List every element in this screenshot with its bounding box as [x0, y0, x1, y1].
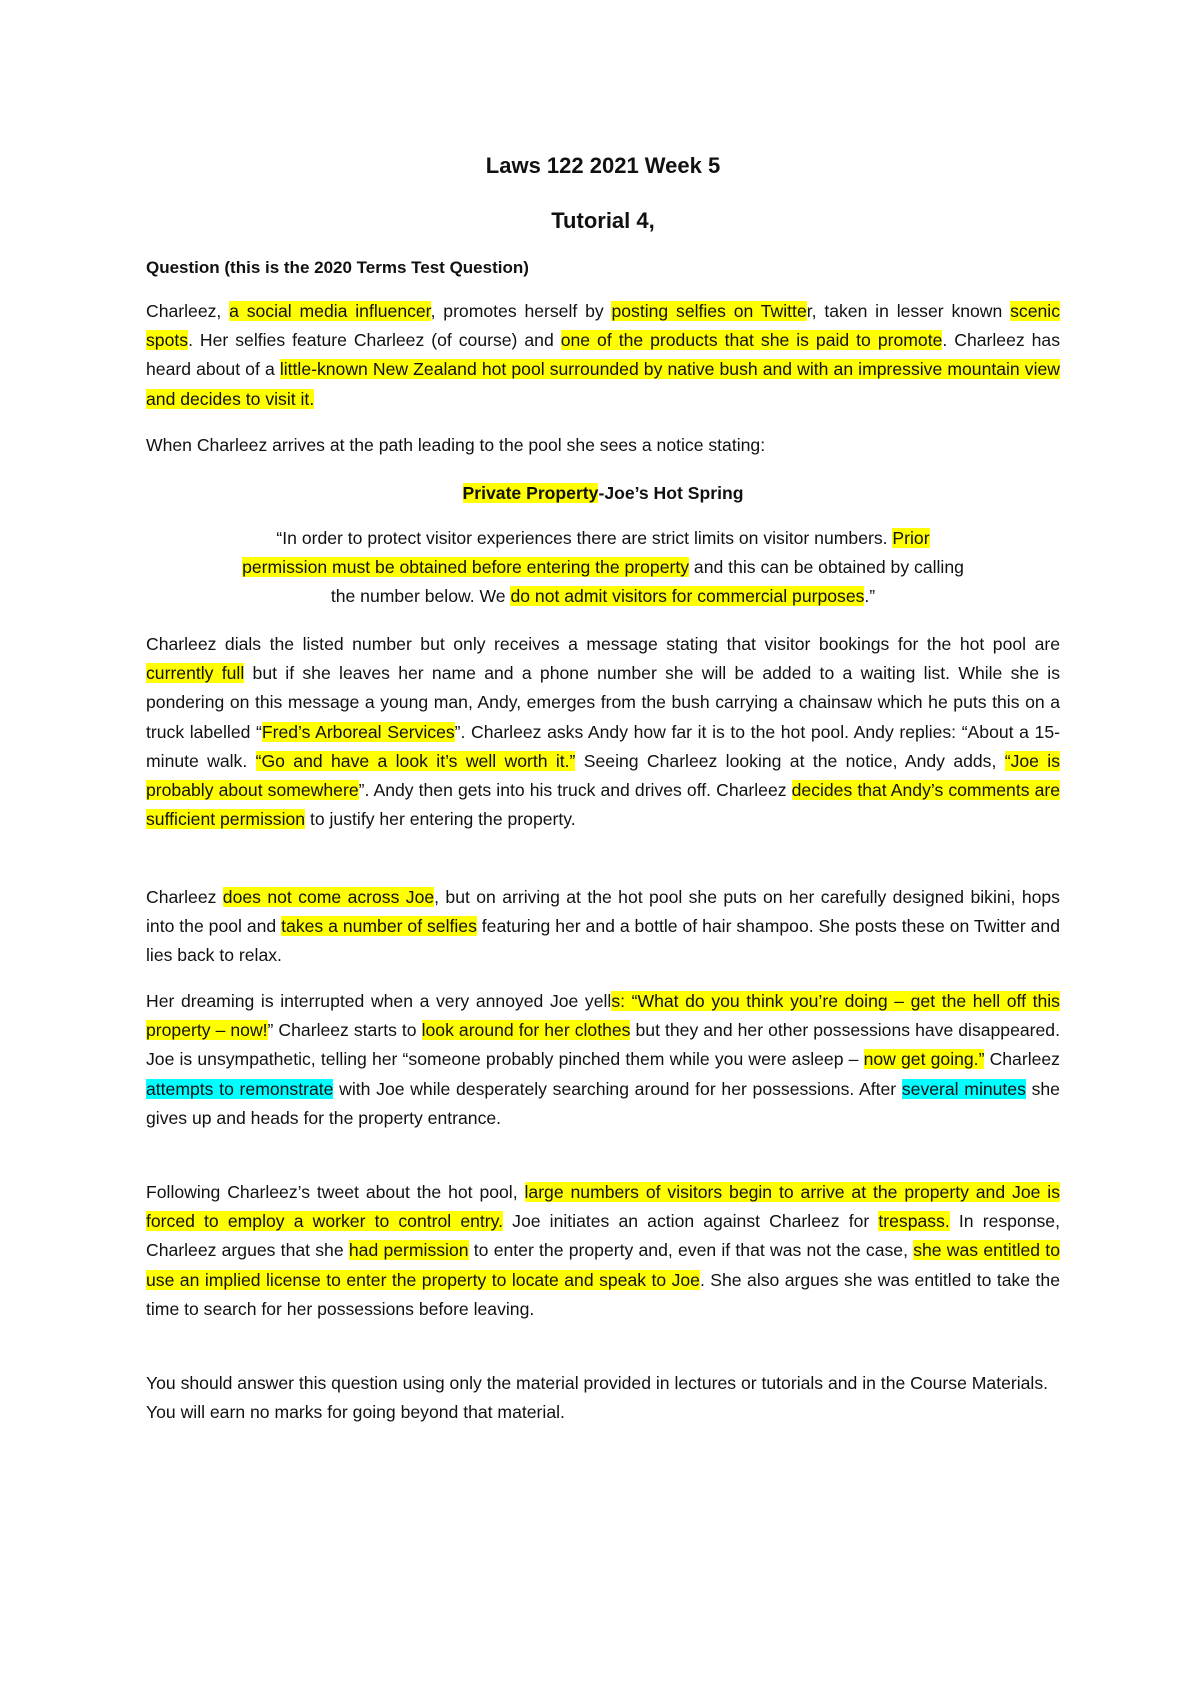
highlighted-text-cyan: attempts to remonstrate — [146, 1078, 334, 1099]
highlighted-text-yellow: one of the products that she is paid to promote — [560, 330, 943, 351]
text-segment: ” Charleez starts to — [267, 1020, 422, 1041]
text-segment: In response, Charleez argues that she — [146, 1211, 1060, 1261]
text-segment: featuring her and a bottle of hair shampoo. She posts these on Twitter and lies back to relax. — [146, 916, 1060, 966]
text-segment: Following Charleez’s tweet about the hot pool, — [146, 1182, 525, 1202]
highlighted-text-yellow: “Go and have a look it’s well worth it.” — [255, 750, 576, 771]
text-segment: she gives up and heads for the property entrance. — [146, 1078, 1060, 1128]
highlighted-text-yellow: Prior permission must be obtained before entering the property — [242, 528, 930, 578]
highlighted-text-yellow: Private Property — [462, 483, 599, 503]
highlighted-text-yellow: look around for her clothes — [421, 1020, 631, 1041]
highlighted-text-yellow: had permission — [348, 1240, 469, 1261]
highlighted-text-yellow: s: “What do you think you’re doing – get the hell off this property – now! — [146, 991, 1060, 1041]
text-segment: . Her selfies feature Charleez (of course) and — [188, 330, 561, 351]
text-segment: Joe initiates an action against Charleez for — [503, 1211, 879, 1232]
text-segment: and this can be obtained by calling the number below. We — [330, 557, 964, 607]
highlighted-text-yellow: takes a number of selfies — [281, 916, 477, 937]
text-segment: to justify her entering the property. — [305, 809, 576, 830]
highlighted-text-yellow: a social media influencer — [229, 301, 431, 321]
highlighted-text-yellow: decides that Andy’s comments are sufficient permission — [146, 780, 1061, 830]
highlighted-text-yellow: do not admit visitors for commercial purposes — [510, 586, 865, 607]
notice-text — [236, 524, 970, 612]
highlighted-text-yellow: large numbers of visitors begin to arrive at the property and Joe is forced to employ a worker to control entry. — [146, 1182, 1060, 1232]
document-subtitle: Tutorial 4, — [551, 208, 655, 233]
document-title: Laws 122 2021 Week 5 — [485, 153, 721, 178]
text-segment: , promotes herself by — [430, 301, 612, 321]
text-segment: Charleez, — [146, 301, 230, 321]
text-segment: ”. Andy then gets into his truck and drives off. Charleez — [358, 780, 792, 801]
text-segment: Charleez dials the listed number but only receives a message stating that visitor bookings for the hot pool are — [146, 634, 1060, 654]
highlighted-text-yellow: currently full — [146, 663, 245, 684]
text-segment: Seeing Charleez looking at the notice, Andy adds, — [575, 750, 1005, 771]
text-segment: with Joe while desperately searching around for her possessions. After — [333, 1078, 902, 1099]
notice-title — [146, 479, 1060, 508]
text-segment: , but on arriving at the hot pool she puts on her carefully designed bikini, hops into the pool and — [146, 887, 1060, 937]
highlighted-text-yellow: little-known New Zealand hot pool surrounded by native bush and with an impressive mountain view and decides to visit it. — [146, 359, 1060, 409]
paragraph-phone-andy — [146, 630, 1060, 834]
highlighted-text-yellow: she was entitled to use an implied license to enter the property to locate and speak to Joe — [146, 1240, 1060, 1290]
text-segment: . She also argues she was entitled to take the time to search for her possessions before leaving. — [146, 1269, 1060, 1319]
text-segment: to enter the property and, even if that was not the case, — [468, 1240, 914, 1261]
highlighted-text-yellow: now get going.” — [863, 1049, 985, 1070]
highlighted-text-cyan: several minutes — [901, 1078, 1026, 1099]
paragraph-selfies — [146, 883, 1060, 971]
text-segment: .” — [864, 586, 876, 607]
paragraph-trespass-action — [146, 1178, 1060, 1324]
text-segment: ”. Charleez asks Andy how far it is to the hot pool. Andy replies: “About a 15-minute walk. — [146, 721, 1060, 771]
highlighted-text-yellow: trespass. — [878, 1211, 950, 1232]
text-segment: Charleez — [146, 887, 223, 907]
highlighted-text-yellow: Fred’s Arboreal Services — [261, 721, 455, 742]
text-segment: Her dreaming is interrupted when a very annoyed Joe yell — [146, 991, 612, 1011]
paragraph-notice-lead: When Charleez arrives at the path leading to the pool she sees a notice stating: — [146, 435, 766, 455]
paragraph-intro — [146, 297, 1060, 414]
text-segment: -Joe’s Hot Spring — [598, 483, 744, 503]
highlighted-text-yellow: scenic spots — [146, 301, 1060, 351]
text-segment: r, taken in lesser known — [806, 301, 1011, 321]
paragraph-joe-confrontation — [146, 987, 1060, 1133]
text-segment: Charleez — [984, 1049, 1060, 1070]
highlighted-text-yellow: posting selfies on Twitte — [611, 301, 807, 321]
highlighted-text-yellow: “Joe is probably about somewhere — [146, 750, 1061, 801]
paragraph-instructions: You should answer this question using only the material provided in lectures or tutorials and in the Course Materials. You will earn no marks for going beyond that material. — [146, 1373, 1049, 1423]
text-segment: but they and her other possessions have disappeared. Joe is unsympathetic, telling her “someone probably pinched them while you were asleep – — [146, 1020, 1060, 1070]
text-segment: but if she leaves her name and a phone number she will be added to a waiting list. While she is pondering on this message a young man, Andy, emerges from the bush carrying a chainsaw which he puts this on a truck labelled “ — [146, 663, 1060, 742]
highlighted-text-yellow: does not come across Joe — [222, 887, 435, 907]
text-segment: . Charleez has heard about of a — [146, 330, 1060, 380]
question-heading: Question (this is the 2020 Terms Test Question) — [146, 258, 529, 277]
text-segment: “In order to protect visitor experiences there are strict limits on visitor numbers. — [276, 528, 893, 548]
